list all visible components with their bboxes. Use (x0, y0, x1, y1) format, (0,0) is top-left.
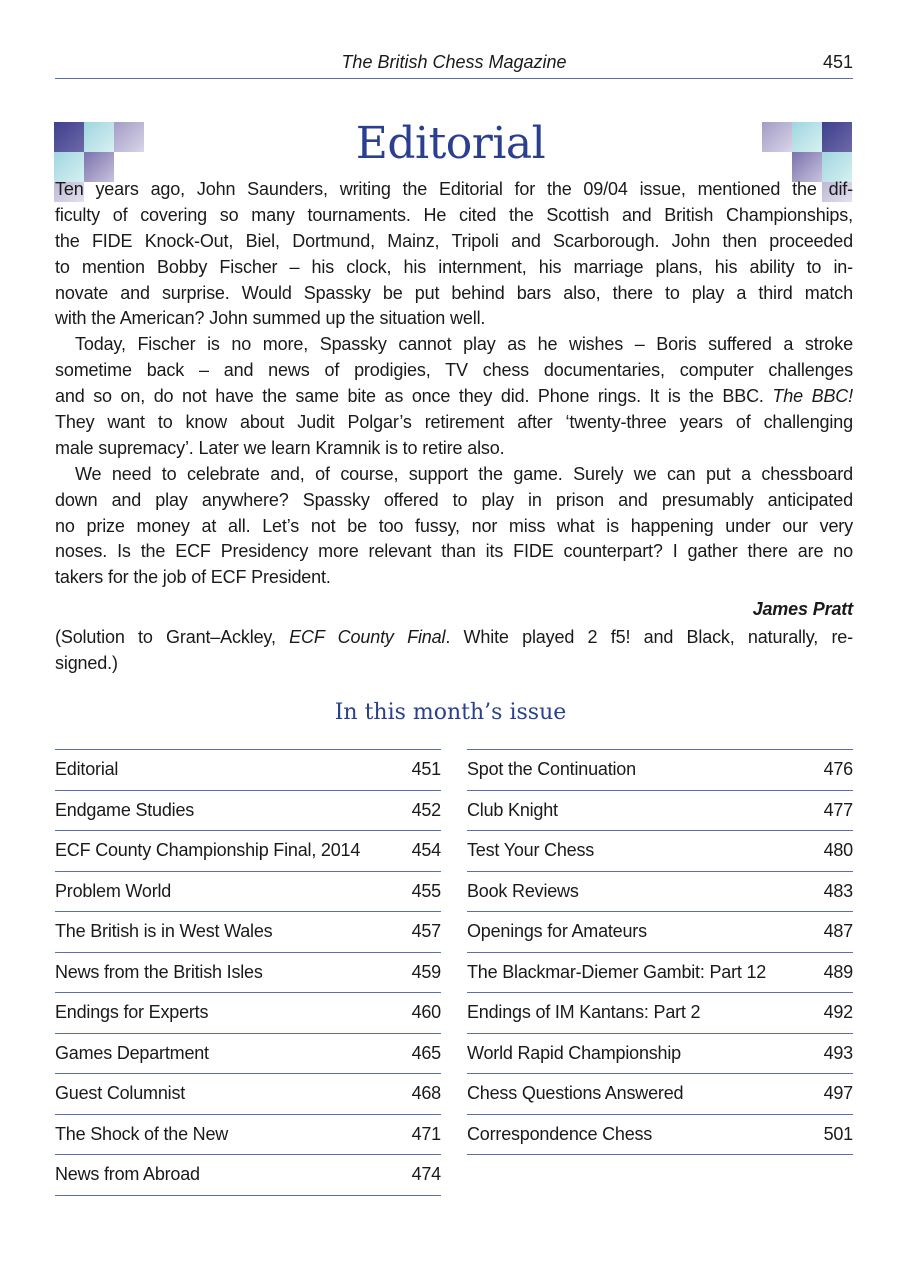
text-span: (Solution to Grant–Ackley, (55, 627, 290, 648)
text-line: sometime back – and news of prodigies, TV chess documentaries, computer challenges (55, 360, 853, 381)
contents-entry[interactable] (55, 750, 441, 791)
text-line: takers for the job of ECF President. (55, 567, 331, 588)
text-line: novate and surprise. Would Spassky be put behind bars also, there to play a third match (55, 282, 853, 303)
entry-page: 455 (411, 880, 441, 901)
entry-title: Chess Questions Answered (467, 1083, 684, 1104)
text-line: no prize money at all. Let’s not be too fussy, nor miss what is happening under our very (55, 515, 853, 536)
contents-entry[interactable] (467, 1034, 853, 1075)
text-line: the FIDE Knock-Out, Biel, Dortmund, Mainz, Tripoli and Scarborough. John then proceeded (55, 230, 853, 251)
text-line: They want to know about Judit Polgar’s retirement after ‘twenty-three years of challenging (55, 412, 853, 433)
text-line: to mention Bobby Fischer – his clock, his internment, his marriage plans, his ability to in- (55, 256, 853, 277)
contents-title: In this month’s issue (334, 700, 567, 725)
entry-title: Book Reviews (467, 880, 579, 901)
contents-entry[interactable] (55, 831, 441, 872)
entry-page: 465 (411, 1042, 441, 1063)
entry-title: ECF County Championship Final, 2014 (55, 840, 361, 861)
entry-page: 452 (411, 799, 441, 820)
contents-left-column (55, 749, 441, 1196)
entry-page: 459 (411, 961, 441, 982)
entry-page: 460 (411, 1002, 441, 1023)
paragraph (55, 462, 853, 591)
entry-title: Endings of IM Kantans: Part 2 (467, 1002, 701, 1023)
entry-title: Editorial (55, 759, 119, 780)
text-line: male supremacy’. Later we learn Kramnik is to retire also. (55, 437, 505, 458)
contents-entry[interactable] (467, 750, 853, 791)
text-line: signed.) (55, 653, 118, 674)
author-signature: James Pratt (752, 599, 853, 620)
entry-title: Spot the Continuation (467, 759, 636, 780)
entry-title: Correspondence Chess (467, 1123, 653, 1144)
entry-page: 483 (823, 880, 853, 901)
magazine-name: The British Chess Magazine (341, 52, 567, 72)
text-span: and so on, do not have the same bite as once they did. Phone rings. It is the BBC. (55, 386, 764, 407)
text-line: down and play anywhere? Spassky offered to play in prison and presumably anticipated (55, 489, 853, 510)
italic-text: The BBC! (772, 386, 853, 407)
entry-page: 457 (411, 921, 441, 942)
entry-title: Endgame Studies (55, 799, 195, 820)
entry-title: Club Knight (467, 799, 558, 820)
entry-title: Problem World (55, 880, 172, 901)
text-line: Ten years ago, John Saunders, writing the Editorial for the 09/04 issue, mentioned the dif- (55, 179, 853, 199)
entry-title: News from Abroad (55, 1164, 200, 1185)
contents-entry[interactable] (467, 993, 853, 1034)
entry-title: The British is in West Wales (55, 921, 273, 942)
contents-entry[interactable] (55, 1155, 441, 1196)
text-line: ficulty of covering so many tournaments. He cited the Scottish and British Championships, (55, 204, 853, 225)
contents-entry[interactable] (467, 831, 853, 872)
contents-right-column (467, 749, 853, 1155)
contents-entry[interactable] (55, 1115, 441, 1156)
solution-note (55, 625, 853, 677)
contents-entry[interactable] (467, 1074, 853, 1115)
entry-page: 493 (823, 1042, 853, 1063)
text-line: noses. Is the ECF Presidency more relevant than its FIDE counterpart? I gather there are no (55, 541, 853, 562)
entry-page: 474 (411, 1164, 441, 1185)
page-number: 451 (822, 52, 853, 72)
entry-title: Guest Columnist (55, 1083, 186, 1104)
contents-entry[interactable] (55, 791, 441, 832)
entry-page: 468 (411, 1083, 441, 1104)
entry-title: Openings for Amateurs (467, 921, 647, 942)
entry-title: The Shock of the New (55, 1123, 229, 1144)
contents-entry[interactable] (55, 912, 441, 953)
entry-title: World Rapid Championship (467, 1042, 681, 1063)
contents-entry[interactable] (467, 912, 853, 953)
contents-entry[interactable] (55, 1034, 441, 1075)
entry-title: Endings for Experts (55, 1002, 209, 1023)
contents-entry[interactable] (467, 791, 853, 832)
text-line (55, 384, 853, 410)
editorial-body (55, 177, 853, 677)
text-span: . White played 2 f5! and Black, naturally, re- (445, 627, 853, 648)
entry-page: 492 (823, 1002, 853, 1023)
contents-entry[interactable] (55, 1074, 441, 1115)
text-line: with the American? John summed up the situation well. (55, 308, 486, 329)
contents-entry[interactable] (55, 953, 441, 994)
contents-entry[interactable] (467, 953, 853, 994)
running-header (55, 50, 853, 79)
entry-page: 487 (823, 921, 853, 942)
entry-page: 454 (411, 840, 441, 861)
paragraph (55, 177, 853, 332)
entry-page: 471 (411, 1123, 441, 1144)
entry-page: 476 (823, 759, 853, 780)
entry-title: News from the British Isles (55, 961, 263, 982)
text-line: Today, Fischer is no more, Spassky cannot play as he wishes – Boris suffered a stroke (75, 334, 853, 355)
entry-page: 501 (823, 1123, 853, 1144)
entry-title: Test Your Chess (467, 840, 595, 861)
contents-entry[interactable] (467, 1115, 853, 1156)
contents-entry[interactable] (55, 872, 441, 913)
italic-text: ECF County Final (289, 627, 446, 648)
contents-entry[interactable] (55, 993, 441, 1034)
entry-title: The Blackmar-Diemer Gambit: Part 12 (467, 961, 767, 982)
contents-entry[interactable] (467, 872, 853, 913)
entry-page: 480 (823, 840, 853, 861)
text-line: We need to celebrate and, of course, support the game. Surely we can put a chessboard (75, 463, 853, 484)
page-title: Editorial (355, 118, 546, 169)
entry-page: 451 (411, 759, 441, 780)
entry-title: Games Department (55, 1042, 209, 1063)
entry-page: 489 (823, 961, 853, 982)
entry-page: 477 (823, 799, 853, 820)
paragraph (55, 332, 853, 461)
entry-page: 497 (823, 1083, 853, 1104)
